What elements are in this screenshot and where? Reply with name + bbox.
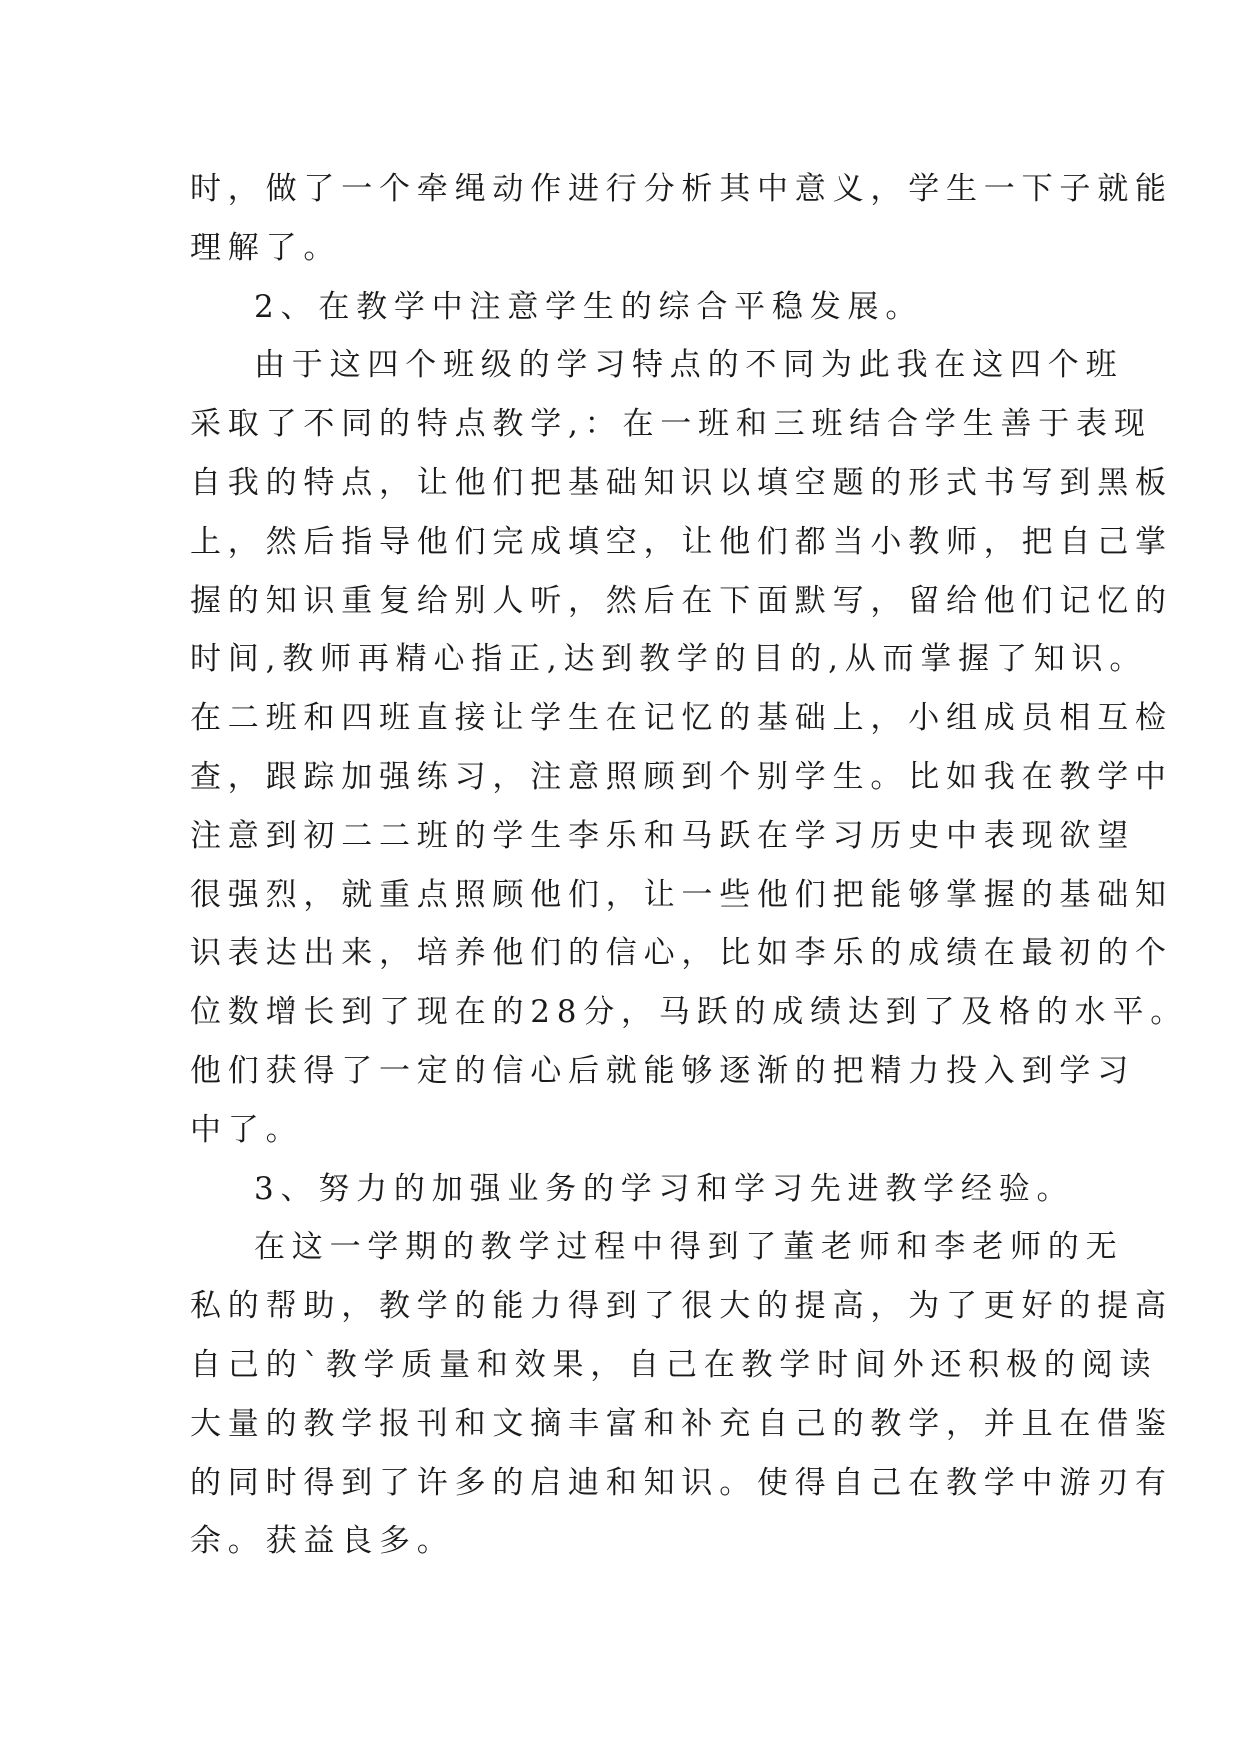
paragraph-class-teaching <box>190 336 1189 1159</box>
text-line: 时，做了一个牵绳动作进行分析其中意义，学生一下子就能 <box>190 171 1173 207</box>
text-line: 私的帮助，教学的能力得到了很大的提高，为了更好的提高 <box>190 1288 1173 1325</box>
text-line: 自己的`教学质量和效果，自己在教学时间外还积极的阅读 <box>190 1346 1158 1383</box>
paragraph-continuation <box>190 160 1173 278</box>
text-line: 由于这四个班级的学习特点的不同为此我在这四个班 <box>254 347 1124 384</box>
text-line: 在这一学期的教学过程中得到了董老师和李老师的无 <box>254 1229 1124 1266</box>
text-line: 3、努力的加强业务的学习和学习先进教学经验。 <box>254 1170 1075 1207</box>
section-heading-2 <box>190 278 1070 337</box>
text-line: 中了。 <box>190 1111 304 1148</box>
text-line: 识表达出来，培养他们的信心，比如李乐的成绩在最初的个 <box>190 935 1173 972</box>
text-line: 握的知识重复给别人听，然后在下面默写，留给他们记忆的 <box>190 582 1173 619</box>
text-line: 他们获得了一定的信心后就能够逐渐的把精力投入到学习 <box>190 1052 1135 1089</box>
text-line: 位数增长到了现在的28分，马跃的成绩达到了及格的水平。 <box>190 994 1189 1031</box>
text-line: 注意到初二二班的学生李乐和马跃在学习历史中表现欲望 <box>190 817 1135 854</box>
text-line: 理解了。 <box>190 229 342 266</box>
text-line: 很强烈，就重点照顾他们，让一些他们把能够掌握的基础知 <box>190 876 1173 913</box>
document-body <box>190 160 1189 1571</box>
text-line: 采取了不同的特点教学,：在一班和三班结合学生善于表现 <box>190 406 1152 443</box>
text-line: 2、在教学中注意学生的综合平稳发展。 <box>254 288 924 325</box>
text-line: 大量的教学报刊和文摘丰富和补充自己的教学，并且在借鉴 <box>190 1405 1173 1442</box>
section-heading-3 <box>190 1160 1075 1219</box>
paragraph-learning-experience <box>190 1218 1173 1571</box>
text-line: 时间,教师再精心指正,达到教学的目的,从而掌握了知识。 <box>190 641 1148 678</box>
text-line: 的同时得到了许多的启迪和知识。使得自己在教学中游刃有 <box>190 1464 1173 1501</box>
text-line: 上，然后指导他们完成填空，让他们都当小教师，把自己掌 <box>190 523 1173 560</box>
text-line: 余。获益良多。 <box>190 1523 455 1560</box>
text-line: 在二班和四班直接让学生在记忆的基础上，小组成员相互检 <box>190 700 1173 737</box>
text-line: 查，跟踪加强练习，注意照顾到个别学生。比如我在教学中 <box>190 758 1173 795</box>
text-line: 自我的特点，让他们把基础知识以填空题的形式书写到黑板 <box>190 464 1173 501</box>
